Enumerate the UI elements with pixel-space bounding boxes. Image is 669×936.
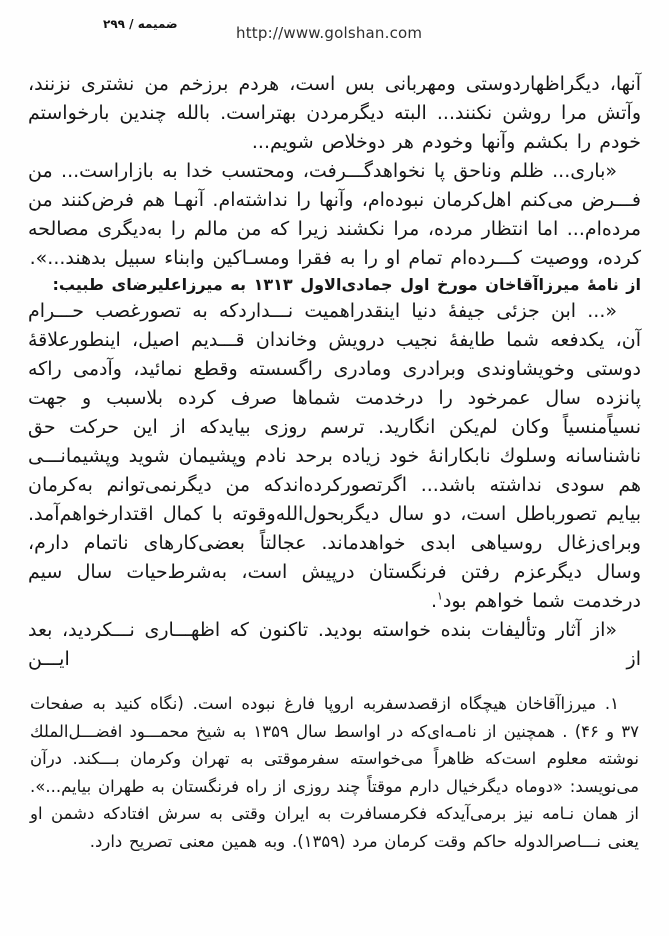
footnote-reference: ۱ — [437, 589, 443, 603]
footnote-text: ۱. ميرزاآقاخان هيچگاه ازقصدسفربه اروپا فارغ نبوده است. (نگاه كنيد به صفحات ۳۷ و ۴۶) . همچنين از نامـه‌اى‌كه در اواسط سال ۱۳۵۹ به شيخ محمـــود افضـــل‌الملك نوشته معلوم است‌كه ظاهراً مى‌خواسته سفرموقتى به تهران وكرمان بـــكند. درآن مى‌نويسد: «دوماه ديگرخيال دارم موقتاً چند روزى از راه فرنگستان به طهران بيايم...». از همان نـامه نيز برمى‌آيدكه فكرمسافرت به ايران وقتى به سرش افتادكه دشمن او يعنى نـــاصرالدوله حاكم وقت كرمان مرد (۱۳۵۹). وبه همين معنى تصريح دارد. — [30, 694, 639, 851]
page-number-label: ضميمه / ۲۹۹ — [103, 17, 178, 31]
sentence-period: . — [430, 590, 437, 612]
letter-body-text: «... ابن جزئى جيفهٔ دنيا اينقدراهميت نـــداردكه به تصورغصب حـــرام آن، يكدفعه شما طايفهٔ نجيب درويش وخاندان قـــديم اصيل، اينطورعلاقهٔ دوستى وخويشاوندى وبرادرى ومادرى راگسسته وقطع نمائيد، وآدمى راكه پانزده سال عمرخود را درخدمت شماها صرف كرده بلاسبب و جهت نسياًمنسياً وكان لم‌يكن انگاريد. ترسم روزى بيايدكه از اين حركت حق ناشناسانه وسلوك نابكارانهٔ خود زياده برحد نادم وپشيمان شويد وپشيمانـــى هم سودى نداشته باشد... اگرتصوركرده‌اندكه من ديگرنمى‌توانم به‌كرمان بيايم تصورباطل است، دو سال ديگربحول‌الله‌وقوته با كمال اقتدارخواهم‌آمد. وبراى‌زغال روسياهى ابدى خواهدماند. عجالتاً بعضى‌كارهاى ناتمام دارم، وسال ديگرعزم رفتن فرنگستان درپيش است، به‌شرط‌حيات سال سيم درخدمت شما خواهم بود — [28, 300, 641, 612]
paragraph-works-request: «از آثار وتأليفات بنده خواسته بوديد. تاكنون كه اظهـــارى نـــكرديد، بعد از ايـــن — [28, 619, 641, 670]
paragraph-continuation: آنها، ديگراظهاردوستى ومهربانى بس است، هردم برزخم من نشترى نزنند، وآتش مرا روشن نكنند... البته ديگرمردن بهتراست. بالله چندين بارخواستم خودم را بكشم وآنها وخودم هر دوخلاص شويم... — [28, 73, 641, 153]
letter-text-block — [28, 70, 641, 674]
watermark-url: http://www.golshan.com — [236, 24, 423, 42]
footnote-block — [30, 690, 639, 855]
letter-heading: از نامهٔ ميرزاآقاخان مورخ اول جمادى‌الاول ۱۳۱۳ به ميرزاعليرضاى طبيب: — [52, 275, 641, 294]
paragraph-quote-bari: «بارى... ظلم وناحق پا نخواهدگـــرفت، ومحتسب خدا به بازاراست... من فـــرض مى‌كنم اهل‌كرمان نبوده‌ام، وآنها را نداشته‌ام. آنهـا هم فرض‌كنند من مرده‌ام... اما انتظار مرده، مرا نكشند زيرا كه من مالم را به‌ديگرى مصالحه كرده، ووصيت كـــرده‌ام تمام او را به فقرا ومسـاكين وابناء سبيل بدهند...». — [28, 160, 641, 269]
paragraph-letter-body — [28, 297, 641, 616]
